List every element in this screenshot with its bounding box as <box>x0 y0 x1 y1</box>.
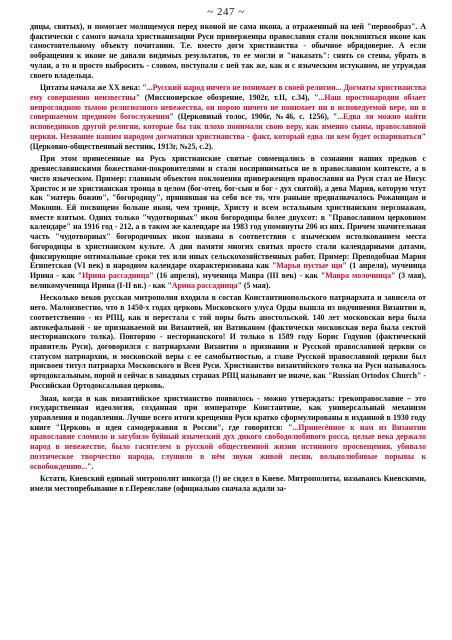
body-text: Цитаты начала же XX века: " <box>40 83 147 93</box>
quoted-text-highlight: ...Русский народ ничего не понимает в своей религии... Догматы христианства ему совершенно неизвестны <box>30 83 426 103</box>
body-text: " (Церковный голос, 1906г, №46, с. 1256), " <box>169 112 338 122</box>
page-body-text <box>30 22 426 497</box>
paragraph <box>30 83 426 151</box>
quoted-text-highlight: ...Едва ли можно найти исповедников другой религии, которые бы так плохо понимали свою веру, как именно сыны, православной церкви. Незнание нашим народом догматики христианства - факт, который едва ли кем будет оспариваться <box>30 112 426 141</box>
body-text: " (1 апреля), мученица Ирина - как " <box>30 261 426 280</box>
body-text: " (Церковно-общественный вестник, 1913г, №25, с.2). <box>30 131 426 151</box>
quoted-text-highlight: Марья пустые щи <box>276 261 343 271</box>
paragraph <box>30 293 426 390</box>
paragraph <box>30 474 426 493</box>
body-text: дицы, святых), и помогает молящемуся перед иконой не сама икона, а отраженный на ней "первообраз". А фактически с самого начала христианизации Руси приверженцы православия стали поклоняться иконе как самостоятельному объекту почитании. Т.е. вместо догм христианства - обычное обрядоверие. А если ообращения к иконе не давали видимых результатов, то ее могли и "наказать": снять со стены, убрать в чулан, а то и просто выбросить - словом, поступали с ней так же, как и с языческим истуканом, не утруждая своего владельца. <box>30 22 426 80</box>
quoted-text-highlight: Мавра молочница <box>325 270 392 280</box>
quoted-text-highlight: Ирина рассадница <box>82 270 150 280</box>
body-text: Зная, когда и как византийское христианство появилось - можно утверждать: грекоправославие – это государственная идеология, созданная при императоре Константине, как универсальный механизм управления и подавления. Лучше всего итоги крещения Руси кратко сформулированы в изданной в 1930 году книге "Церковь и идея самодержавия в России", где говорится: " <box>30 393 426 432</box>
body-text: " (16 апреля), мученица Мавра (III век) - как " <box>149 270 326 280</box>
quoted-text-highlight: Арина рассадница <box>171 280 238 290</box>
body-text: Несколько веков русская митрополия входила в состав Константинопольского патриархата и зависела от него. Малоизвестно, что в 1450-х годах церковь Московского улуса Орды вышла из подчинения Византии и, соответственно - из РПЦ, как и перестала с той поры быть апостольской. 140 лет московская вера была автокефальной - не признаваемой ни Византией, ни Ватиканом (фактически московская вера была сектой несторианского толка). Повторяю - несторианского! И только в 1589 году Борис Годунов (фактический правитель Руси), договорился с патриархами Византии о признании и Русской православной церкви со статусом патриархии, и московской веры с ее самобытностью, а главе Русской православной церкви был присвоен титул патриарха Московского и Всея Руси. Христианство византийского толка на Руси называлось ортодоксальным, порой и сейчас в западных странах РПЦ называют не иначе, как "Russian Ortodox Church" - Российская Ортодоксальная церковь. <box>30 293 426 390</box>
body-text: " (5 мая). <box>237 280 271 290</box>
page-number: ~ 247 ~ <box>207 6 245 18</box>
body-text: ". <box>87 461 94 471</box>
quoted-text-highlight: ...Принесённое к нам из Византии православие сломило и загубило буйный языческий дух дикого свободолюбивого росса, целые века держало народ в невежестве, было гасителем в русской общественной жизни истинного просвещения, убивало поэтическое творчество народа, глушило в нём звуки живой песни, вольнолюбивые порывы к освобождению... <box>30 422 427 471</box>
body-text: " (3 мая), великомученица Ирина (I-II вв.) - как " <box>30 270 426 290</box>
paragraph <box>30 154 426 290</box>
paragraph <box>30 394 426 472</box>
paragraph <box>30 22 426 80</box>
body-text: " (Миссионерское обозрение, 1902г, т.II, с.34), " <box>135 93 319 103</box>
quoted-text-highlight: ...Наш простонародии обзает непроглядною тьмою религиозного невежества, он порою ничего не понимает ни в исповедуемой вере, ни в совершаемом предином богослужении <box>30 93 426 122</box>
body-text: При этом принесенные на Русь христианские святые совмещались в сознании наших предков с древнеславянскими божествами-покровителями и стали восприниматься не в православном контексте, а в чисто языческом. Пример: главным объектом поклонения приверженцев православия на Руси стал не Иисус Христос и не христианская троица в целом (бог-отец, бог-сын и бог - дух святой), а дева Мария, которую чтут как "матерь божию", "богородицу", принявшая на себя все то, что раньше предназначалось Рожаницам и Мокоши. Ей посвящено больше икон, чем троице, Христу и всем остальным христианским персонажам, вместе взятым. Одних только "чудотворных" икон богородицы более двухсот: в "Православном церковном календаре" на 1916 год - 212, а в таком же календаре на 1983 год упомянуты 206 из них. Причем значительная часть "чудотворных" богородичных икон названа в соответствии с языческим истолкованием места богородицы в христианском культе. А дни памяти многих святых просто стали календарными датами, фиксирующие оптимальные сроки тех или иных сельскохозяйственных работ. Пример: Преподобная Мария Египетская (VI век) в народном календаре охарактеризована как " <box>30 154 426 271</box>
body-text: Кстати, Киевский единый митрополит никогда (!) не сидел в Киеве. Митрополиты, называясь Киевскими, имели местопребывание в г.Переяславе (официально сначала ждали за- <box>30 474 426 494</box>
